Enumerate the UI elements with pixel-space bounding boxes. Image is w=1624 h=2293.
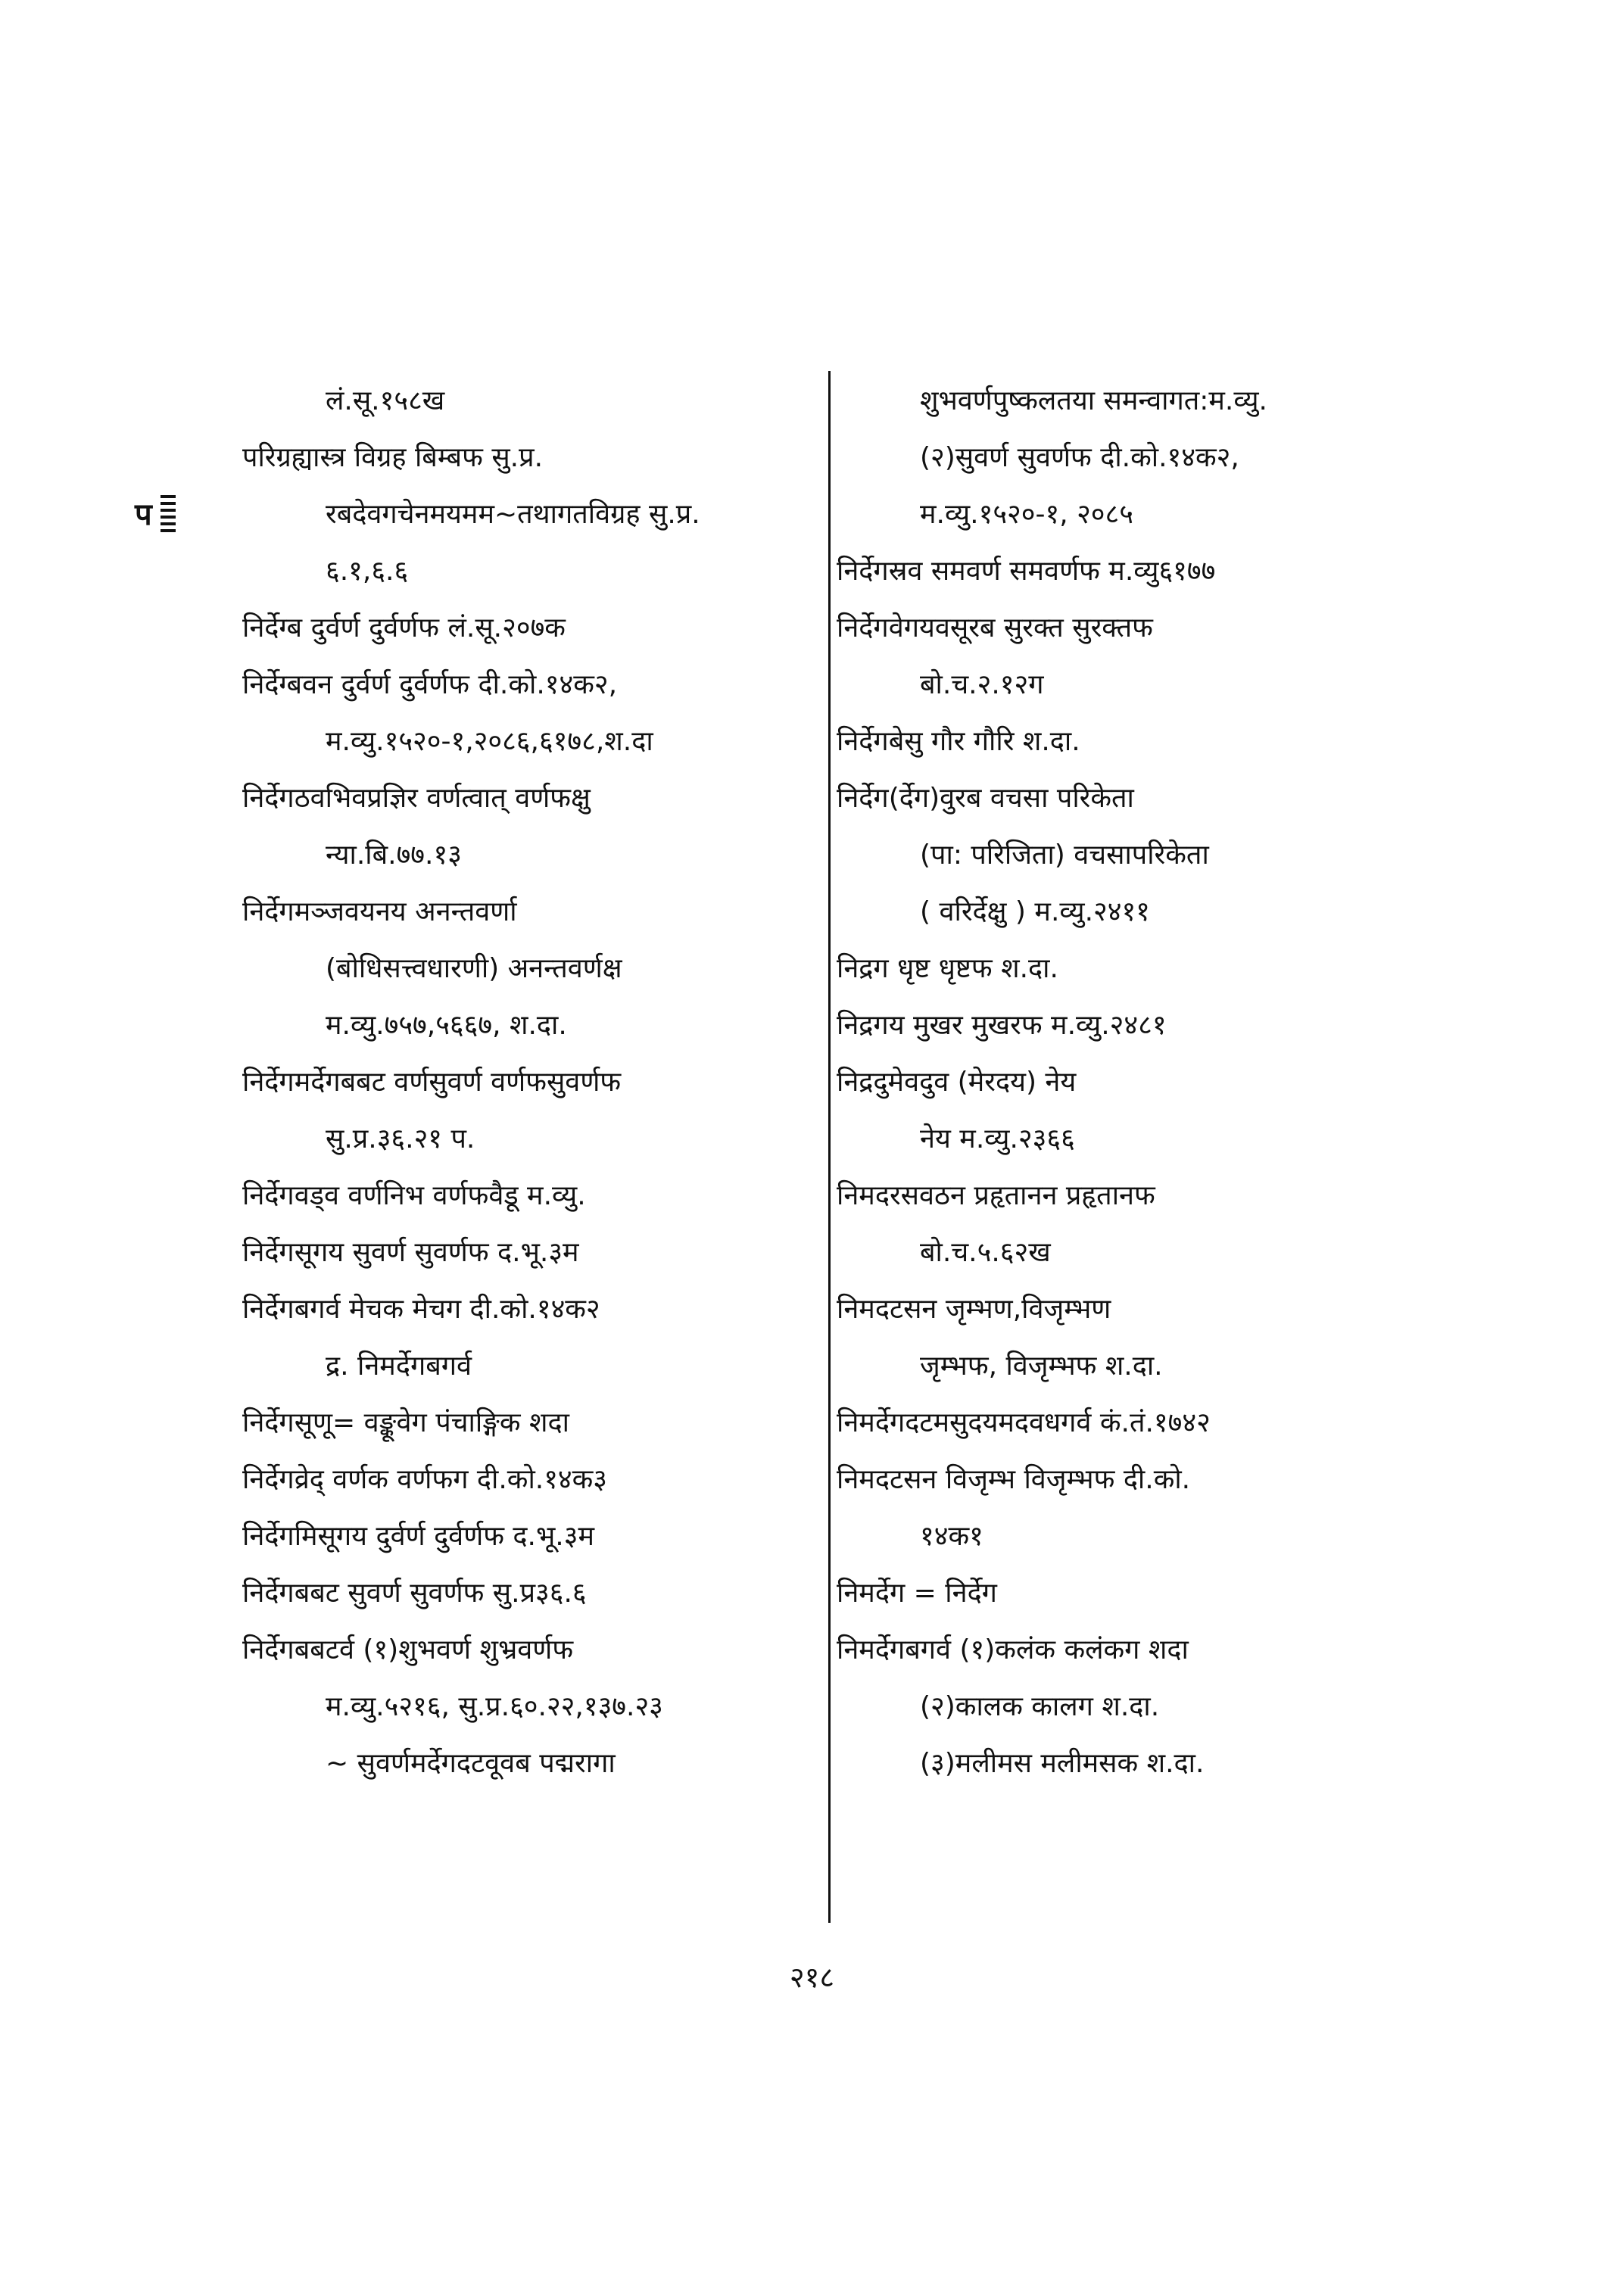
dictionary-entry-line: निद्रगय मुखर मुखरफ म.व्यु.२४८१ bbox=[837, 1010, 1167, 1041]
dictionary-entry-line: ~ सुवर्णमर्देगदटवूवब पद्मरागा bbox=[326, 1748, 616, 1779]
dictionary-entry-line: नेय म.व्यु.२३६६ bbox=[920, 1123, 1075, 1154]
thumb-index-marks bbox=[161, 495, 176, 536]
dictionary-entry-line: रबदेवगचेनमयमम~तथागतविग्रह सु.प्र. bbox=[326, 499, 700, 530]
dictionary-entry-line: म.व्यु.१५२०-१, २०८५ bbox=[920, 499, 1133, 530]
dictionary-entry-line: परिग्रह्यास्त्र विग्रह बिम्बफ सु.प्र. bbox=[242, 442, 544, 473]
dictionary-entry-line: निमर्देग = निर्देग bbox=[837, 1578, 997, 1609]
thumb-index-letter: प bbox=[135, 497, 152, 532]
dictionary-entry-line: बो.च.५.६२ख bbox=[920, 1237, 1051, 1268]
dictionary-entry-line: निर्देगवेगयवसूरब सुरक्त सुरक्तफ bbox=[837, 612, 1153, 643]
dictionary-entry-line: लं.सू.१५८ख bbox=[326, 385, 445, 416]
dictionary-entry-line: निर्देग(र्देग)वुरब वचसा परिकेता bbox=[837, 783, 1134, 814]
dictionary-entry-line: ६.१,६.६ bbox=[326, 556, 409, 587]
dictionary-entry-line: निर्देगमञ्जवयनय अनन्तवर्णा bbox=[242, 896, 517, 927]
dictionary-entry-line: (पा: परिजिता) वचसापरिकेता bbox=[920, 840, 1209, 871]
dictionary-entry-line: निमर्देगबगर्व (१)कलंक कलंकग शदा bbox=[837, 1634, 1189, 1665]
dictionary-entry-line: निमदटसन विजृम्भ विजृम्भफ दी.को. bbox=[837, 1464, 1191, 1495]
dictionary-entry-line: शुभवर्णपुष्कलतया समन्वागत:म.व्यु. bbox=[920, 385, 1267, 416]
page-number: २१८ bbox=[789, 1961, 835, 1994]
dictionary-entry-line: निर्देग्ब दुर्वर्ण दुर्वर्णफ लं.सू.२०७क bbox=[242, 612, 566, 643]
dictionary-entry-line: ( वरिर्देक्षु ) म.व्यु.२४११ bbox=[920, 896, 1150, 927]
dictionary-entry-line: निद्रदुमेवदुव (मेरदय) नेय bbox=[837, 1067, 1077, 1098]
dictionary-entry-line: निर्देगबबट सुवर्ण सुवर्णफ सु.प्र३६.६ bbox=[242, 1578, 587, 1609]
dictionary-entry-line: (२)सुवर्ण सुवर्णफ दी.को.१४क२, bbox=[920, 442, 1239, 473]
dictionary-entry-line: निर्देगठवभिवप्रज्ञिर वर्णत्वात् वर्णफक्षु bbox=[242, 783, 591, 814]
dictionary-entry-line: निमर्देगदटमसुदयमदवधगर्व कं.तं.१७४२ bbox=[837, 1407, 1211, 1438]
right-column bbox=[837, 372, 1412, 1792]
dictionary-entry-line: (२)कालक कालग श.दा. bbox=[920, 1691, 1160, 1722]
dictionary-entry-line: निर्देगबबटर्व (१)शुभवर्ण शुभ्रवर्णफ bbox=[242, 1634, 574, 1665]
dictionary-entry-line: सु.प्र.३६.२१ प. bbox=[326, 1123, 475, 1154]
column-divider bbox=[828, 371, 831, 1923]
left-column bbox=[242, 372, 825, 1792]
dictionary-entry-line: निर्देगव्रेद् वर्णक वर्णफग दी.को.१४क३ bbox=[242, 1464, 608, 1495]
thumb-index-tab bbox=[135, 492, 152, 534]
dictionary-entry-line: निर्देगबेसु गौर गौरि श.दा. bbox=[837, 726, 1080, 757]
dictionary-entry-line: बो.च.२.१२ग bbox=[920, 669, 1044, 700]
dictionary-entry-line: निर्देगस्रव समवर्ण समवर्णफ म.व्यु६१७७ bbox=[837, 556, 1216, 587]
dictionary-entry-line: निर्देगबगर्व मेचक मेचग दी.को.१४क२ bbox=[242, 1294, 600, 1325]
dictionary-entry-line: १४क१ bbox=[920, 1521, 983, 1552]
dictionary-entry-line: द्र. निमर्देगबगर्व bbox=[326, 1351, 472, 1382]
dictionary-entry-line: निर्देगवड्व वर्णनिभ वर्णफवैडू म.व्यु. bbox=[242, 1180, 586, 1211]
dictionary-entry-line: निर्देग्बवन दुर्वर्ण दुर्वर्णफ दी.को.१४क२, bbox=[242, 669, 618, 700]
dictionary-entry-line: निर्देगमिसूगय दुर्वर्ण दुर्वर्णफ द.भू.३म bbox=[242, 1521, 594, 1552]
dictionary-entry-line: म.व्यु.१५२०-१,२०८६,६१७८,श.दा bbox=[326, 726, 653, 757]
dictionary-entry-line: जृम्भफ, विजृम्भफ श.दा. bbox=[920, 1351, 1163, 1382]
dictionary-entry-line: निद्रग धृष्ट धृष्टफ श.दा. bbox=[837, 953, 1058, 984]
dictionary-entry-line: (बोधिसत्त्वधारणी) अनन्तवर्णक्ष bbox=[326, 953, 622, 984]
dictionary-entry-line: निमदरसवठन प्रहृतानन प्रहृतानफ bbox=[837, 1180, 1155, 1211]
dictionary-entry-line: निमदटसन जृम्भण,विजृम्भण bbox=[837, 1294, 1111, 1325]
dictionary-entry-line: म.व्यु.७५७,५६६७, श.दा. bbox=[326, 1010, 567, 1041]
dictionary-entry-line: निर्देगसूणू= वङ्कूवेग पंचाङ्गिक शदा bbox=[242, 1407, 569, 1438]
dictionary-entry-line: म.व्यु.५२१६, सु.प्र.६०.२२,१३७.२३ bbox=[326, 1691, 663, 1722]
dictionary-entry-line: न्या.बि.७७.१३ bbox=[326, 840, 462, 871]
dictionary-entry-line: (३)मलीमस मलीमसक श.दा. bbox=[920, 1748, 1205, 1779]
dictionary-entry-line: निर्देगसूगय सुवर्ण सुवर्णफ द.भू.३म bbox=[242, 1237, 579, 1268]
dictionary-entry-line: निर्देगमर्देगबबट वर्णसुवर्ण वर्णफसुवर्णफ bbox=[242, 1067, 622, 1098]
